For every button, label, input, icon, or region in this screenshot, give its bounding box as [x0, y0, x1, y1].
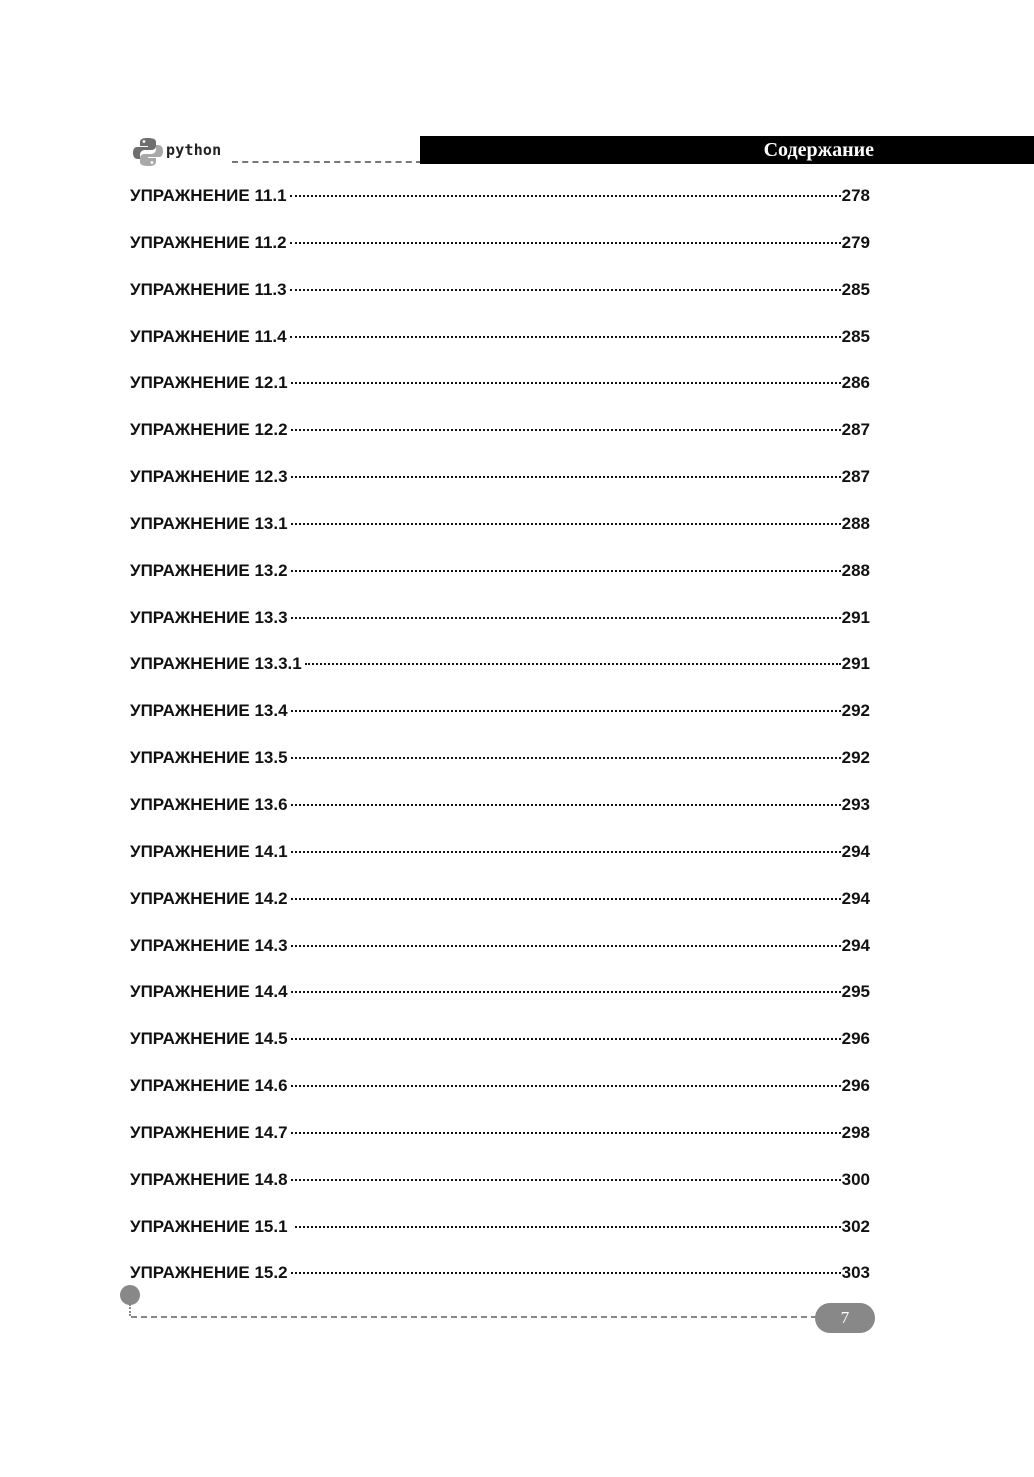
- toc-dot-leader: [291, 570, 841, 572]
- toc-entry-page: 294: [841, 935, 870, 955]
- toc-dot-leader: [291, 476, 841, 478]
- toc-entry-page: 278: [841, 186, 870, 205]
- toc-dot-leader: [291, 991, 841, 993]
- python-logo-icon: [132, 137, 164, 167]
- toc-entry-label: УПРАЖНЕНИЕ 13.6: [130, 794, 288, 814]
- toc-dot-leader: [291, 382, 841, 384]
- toc-entry[interactable]: [130, 699, 870, 746]
- toc-dot-leader: [291, 1038, 841, 1040]
- toc-entry-label: УПРАЖНЕНИЕ 13.3.1: [130, 654, 302, 674]
- toc-entry[interactable]: [130, 559, 870, 606]
- toc-dot-leader: [291, 710, 841, 712]
- toc-entry[interactable]: [130, 325, 870, 372]
- toc-entry-label: УПРАЖНЕНИЕ 12.2: [130, 420, 288, 440]
- toc-entry-label: УПРАЖНЕНИЕ 12.1: [130, 373, 288, 393]
- toc-entry-label: УПРАЖНЕНИЕ 11.1: [130, 186, 287, 205]
- toc-entry[interactable]: [130, 512, 870, 559]
- toc-dot-leader: [295, 1226, 840, 1228]
- toc-entry-page: 296: [841, 1076, 870, 1096]
- toc-entry[interactable]: [130, 746, 870, 793]
- toc-entry-label: УПРАЖНЕНИЕ 13.3: [130, 607, 288, 627]
- toc-dot-leader: [291, 898, 841, 900]
- section-title: Содержание: [763, 139, 874, 161]
- toc-entry-page: 294: [841, 888, 870, 908]
- footer-divider: [131, 1316, 817, 1318]
- header-bar: [420, 136, 1034, 164]
- toc-entry-page: 291: [841, 607, 870, 627]
- toc-entry-label: УПРАЖНЕНИЕ 13.2: [130, 560, 288, 580]
- toc-entry-label: УПРАЖНЕНИЕ 14.7: [130, 1122, 288, 1142]
- toc-dot-leader: [290, 336, 841, 338]
- toc-dot-leader: [290, 289, 841, 291]
- toc-entry-label: УПРАЖНЕНИЕ 11.3: [130, 279, 287, 299]
- toc-entry[interactable]: [130, 1121, 870, 1168]
- toc-entry[interactable]: [130, 840, 870, 887]
- toc-entry-page: 287: [841, 420, 870, 440]
- toc-entry-label: УПРАЖНЕНИЕ 14.1: [130, 841, 288, 861]
- toc-entry-label: УПРАЖНЕНИЕ 13.4: [130, 701, 288, 721]
- toc-entry-page: 279: [841, 232, 870, 252]
- toc-entry-label: УПРАЖНЕНИЕ 13.1: [130, 513, 288, 533]
- toc-entry[interactable]: [130, 934, 870, 981]
- toc-dot-leader: [291, 851, 841, 853]
- toc-entry-page: 285: [841, 326, 870, 346]
- toc-entry-label: УПРАЖНЕНИЕ 15.1: [130, 1216, 293, 1236]
- toc-entry[interactable]: [130, 652, 870, 699]
- toc-dot-leader: [291, 1132, 841, 1134]
- toc-entry-label: УПРАЖНЕНИЕ 14.3: [130, 935, 288, 955]
- toc-entry-page: 293: [841, 794, 870, 814]
- footer-marker-dot: [120, 1285, 140, 1305]
- toc-entry-label: УПРАЖНЕНИЕ 15.2: [130, 1263, 288, 1283]
- toc-entry-label: УПРАЖНЕНИЕ 14.2: [130, 888, 288, 908]
- toc-entry[interactable]: [130, 606, 870, 653]
- footer-marker-stem: [129, 1304, 131, 1316]
- toc-entry-page: 298: [841, 1122, 870, 1142]
- toc-entry[interactable]: [130, 793, 870, 840]
- toc-entry-page: 285: [841, 279, 870, 299]
- toc-entry[interactable]: [130, 184, 870, 231]
- toc-entry-page: 288: [841, 560, 870, 580]
- toc-entry-page: 300: [841, 1169, 870, 1189]
- toc-entry[interactable]: [130, 1074, 870, 1121]
- table-of-contents: [130, 184, 870, 1308]
- toc-entry[interactable]: [130, 278, 870, 325]
- toc-entry-label: УПРАЖНЕНИЕ 14.8: [130, 1169, 288, 1189]
- toc-dot-leader: [291, 1179, 841, 1181]
- toc-dot-leader: [291, 804, 841, 806]
- toc-entry-page: 287: [841, 467, 870, 487]
- toc-entry-label: УПРАЖНЕНИЕ 14.4: [130, 982, 288, 1002]
- toc-dot-leader: [291, 429, 841, 431]
- toc-entry[interactable]: [130, 1027, 870, 1074]
- toc-entry[interactable]: [130, 1215, 870, 1262]
- header-divider: [232, 161, 422, 163]
- toc-dot-leader: [291, 945, 841, 947]
- page-number: 7: [815, 1303, 875, 1333]
- toc-entry-page: 286: [841, 373, 870, 393]
- toc-entry[interactable]: [130, 1168, 870, 1215]
- toc-dot-leader: [291, 1085, 841, 1087]
- toc-entry-page: 296: [841, 1029, 870, 1049]
- toc-entry[interactable]: [130, 231, 870, 278]
- toc-entry-page: 291: [841, 654, 870, 674]
- toc-entry[interactable]: [130, 418, 870, 465]
- toc-entry-label: УПРАЖНЕНИЕ 14.6: [130, 1076, 288, 1096]
- toc-entry-page: 294: [841, 841, 870, 861]
- toc-entry-page: 292: [841, 701, 870, 721]
- toc-entry[interactable]: [130, 371, 870, 418]
- toc-dot-leader: [291, 523, 841, 525]
- toc-entry[interactable]: [130, 465, 870, 512]
- toc-entry-page: 302: [841, 1216, 870, 1236]
- brand-name: python: [166, 141, 222, 159]
- toc-dot-leader: [290, 242, 841, 244]
- toc-entry-label: УПРАЖНЕНИЕ 11.2: [130, 232, 287, 252]
- toc-entry-page: 295: [841, 982, 870, 1002]
- toc-dot-leader: [291, 1272, 841, 1274]
- toc-entry-page: 292: [841, 748, 870, 768]
- toc-entry-page: 303: [841, 1263, 870, 1283]
- toc-entry-label: УПРАЖНЕНИЕ 14.5: [130, 1029, 288, 1049]
- toc-entry-label: УПРАЖНЕНИЕ 11.4: [130, 326, 287, 346]
- toc-dot-leader: [291, 617, 841, 619]
- toc-dot-leader: [290, 195, 841, 197]
- toc-entry-label: УПРАЖНЕНИЕ 13.5: [130, 748, 288, 768]
- toc-entry[interactable]: [130, 887, 870, 934]
- toc-entry-label: УПРАЖНЕНИЕ 12.3: [130, 467, 288, 487]
- toc-entry-page: 288: [841, 513, 870, 533]
- toc-entry[interactable]: [130, 1261, 870, 1308]
- toc-dot-leader: [291, 757, 841, 759]
- toc-dot-leader: [305, 663, 841, 665]
- toc-entry[interactable]: [130, 980, 870, 1027]
